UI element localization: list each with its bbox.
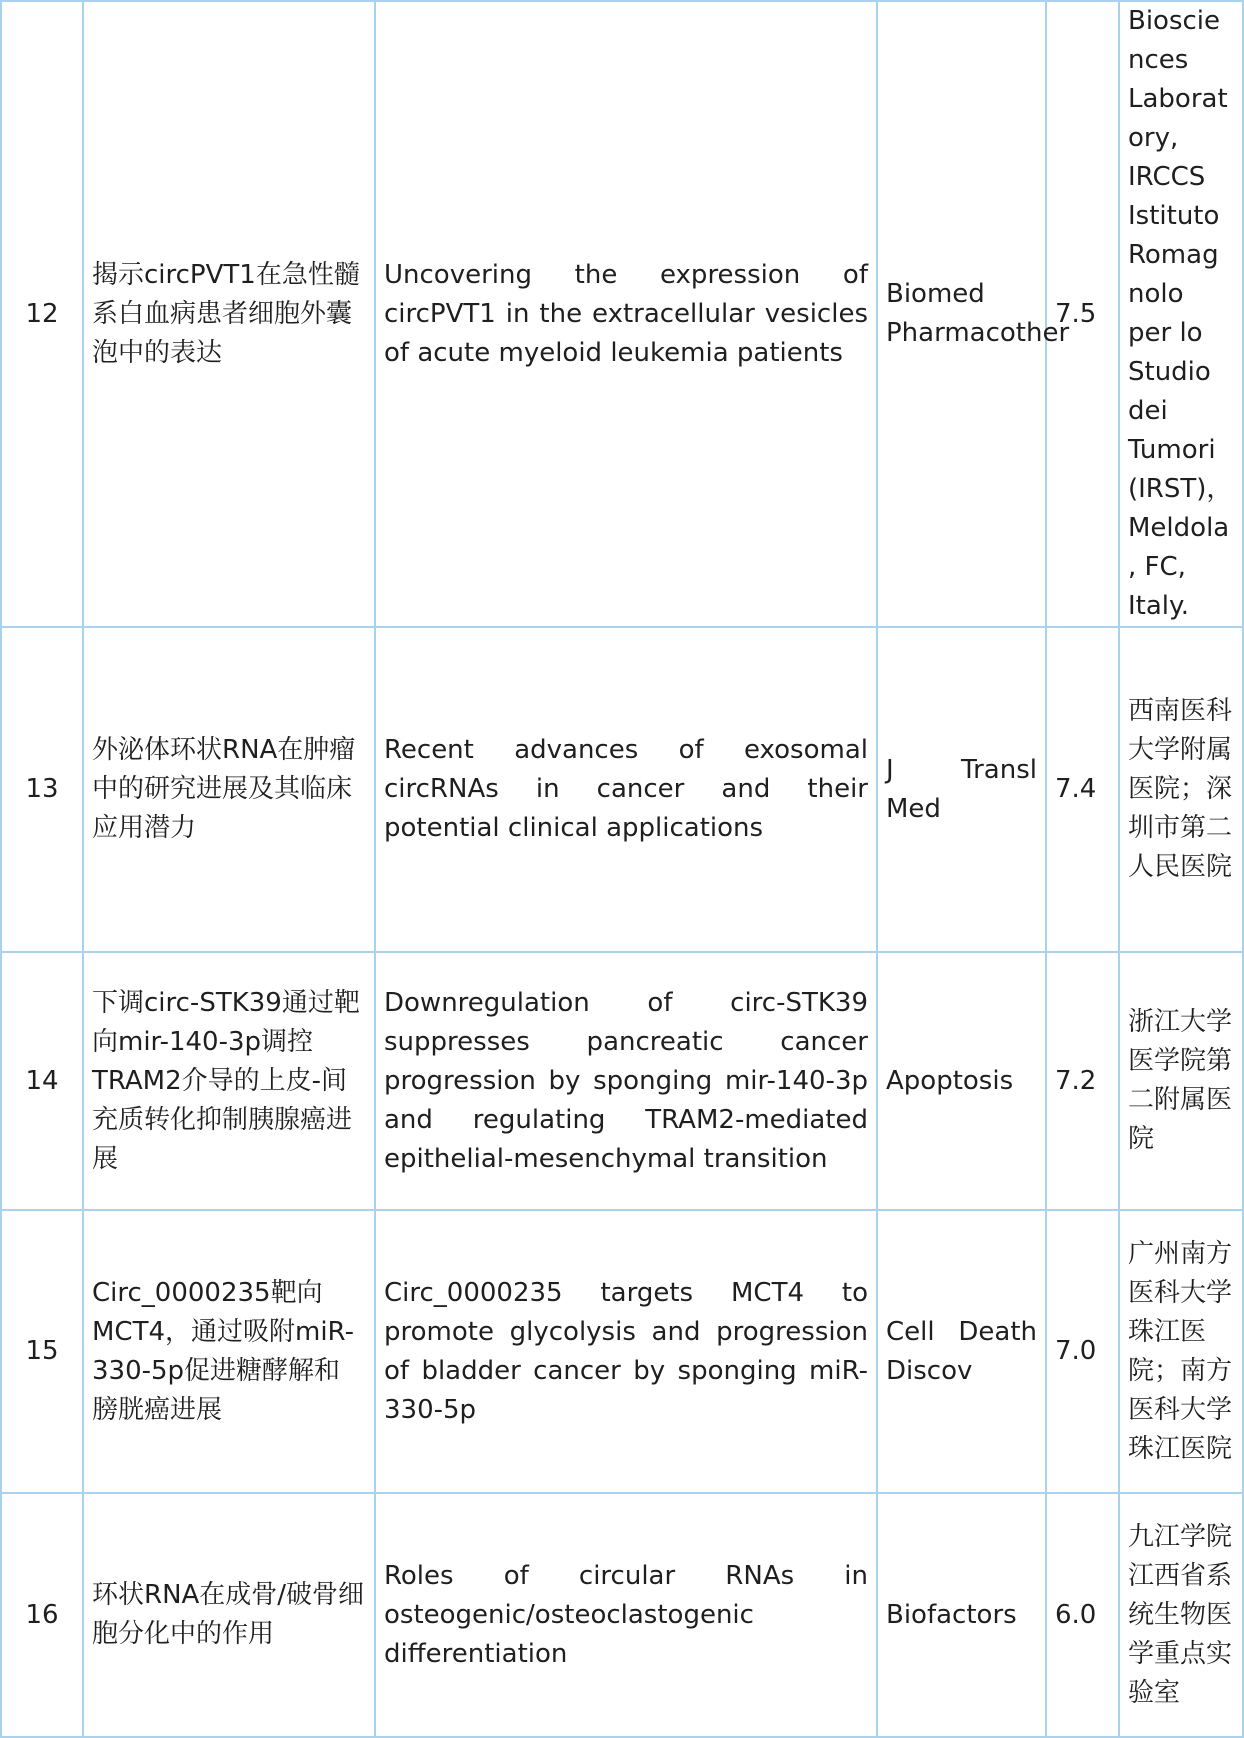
title-chinese: Circ_0000235靶向MCT4，通过吸附miR-330-5p促进糖酵解和膀胱癌进展 xyxy=(83,1210,375,1493)
row-number: 15 xyxy=(1,1210,83,1493)
impact-factor: 7.5 xyxy=(1046,1,1119,627)
affiliation: 九江学院江西省系统生物医学重点实验室 xyxy=(1119,1493,1243,1737)
title-english: Recent advances of exosomal circRNAs in cancer and their potential clinical applications xyxy=(375,627,877,952)
row-number: 12 xyxy=(1,1,83,627)
journal-name: Apoptosis xyxy=(877,952,1046,1210)
title-english: Uncovering the expression of circPVT1 in the extracellular vesicles of acute myeloid leukemia patients xyxy=(375,1,877,627)
impact-factor: 7.0 xyxy=(1046,1210,1119,1493)
journal-name: J Transl Med xyxy=(877,627,1046,952)
table-row xyxy=(1,1,1243,627)
affiliation: 广州南方医科大学珠江医院；南方医科大学珠江医院 xyxy=(1119,1210,1243,1493)
table-row xyxy=(1,952,1243,1210)
title-chinese: 环状RNA在成骨/破骨细胞分化中的作用 xyxy=(83,1493,375,1737)
title-chinese: 下调circ-STK39通过靶向mir-140-3p调控TRAM2介导的上皮-间充质转化抑制胰腺癌进展 xyxy=(83,952,375,1210)
table-row xyxy=(1,1493,1243,1737)
journal-name: Biomed Pharmacother xyxy=(877,1,1046,627)
title-english: Downregulation of circ-STK39 suppresses pancreatic cancer progression by sponging mir-140-3p and regulating TRAM2-mediated epithelial-mesenchymal transition xyxy=(375,952,877,1210)
affiliation: Biosciences Laboratory, IRCCS Istituto Romagnolo per lo Studio dei Tumori (IRST)，Meldola, FC, Italy. xyxy=(1119,1,1243,627)
affiliation: 西南医科大学附属医院；深圳市第二人民医院 xyxy=(1119,627,1243,952)
title-english: Roles of circular RNAs in osteogenic/osteoclastogenic differentiation xyxy=(375,1493,877,1737)
table-row xyxy=(1,627,1243,952)
row-number: 16 xyxy=(1,1493,83,1737)
affiliation: 浙江大学医学院第二附属医院 xyxy=(1119,952,1243,1210)
row-number: 14 xyxy=(1,952,83,1210)
row-number: 13 xyxy=(1,627,83,952)
impact-factor: 6.0 xyxy=(1046,1493,1119,1737)
title-english: Circ_0000235 targets MCT4 to promote glycolysis and progression of bladder cancer by sponging miR-330-5p xyxy=(375,1210,877,1493)
journal-name: Biofactors xyxy=(877,1493,1046,1737)
journal-name: Cell Death Discov xyxy=(877,1210,1046,1493)
title-chinese: 外泌体环状RNA在肿瘤中的研究进展及其临床应用潜力 xyxy=(83,627,375,952)
impact-factor: 7.2 xyxy=(1046,952,1119,1210)
impact-factor: 7.4 xyxy=(1046,627,1119,952)
table-row xyxy=(1,1210,1243,1493)
title-chinese: 揭示circPVT1在急性髓系白血病患者细胞外囊泡中的表达 xyxy=(83,1,375,627)
